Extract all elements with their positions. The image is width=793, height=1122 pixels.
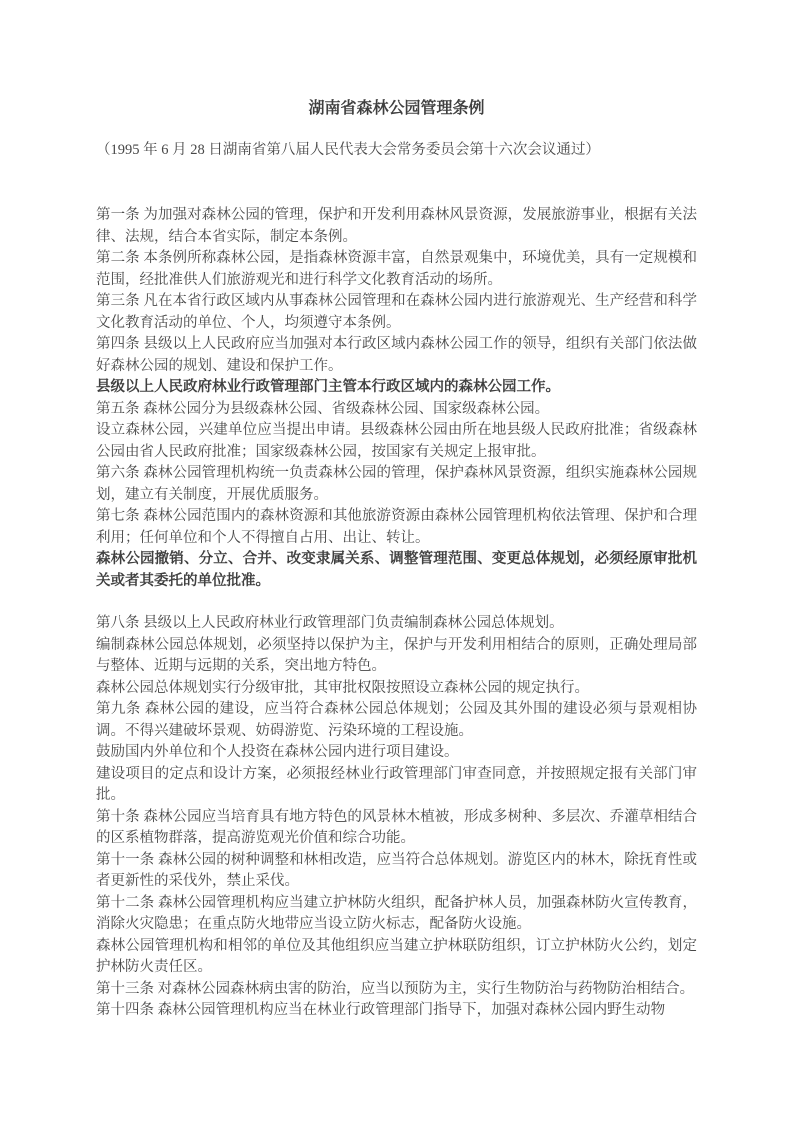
article-13: 第十三条 对森林公园森林病虫害的防治，应当以预防为主，实行生物防治与药物防治相结合。 [96,980,695,997]
article-8-clause-3: 森林公园总体规划实行分级审批，其审批权限按照设立森林公园的规定执行。 [96,679,589,696]
article-7: 第七条 森林公园范围内的森林资源和其他旅游资源由森林公园管理机构依法管理、保护和合理利用；任何单位和个人不得擅自占用、出让、转让。 [96,508,697,546]
article-9-clause-3: 建设项目的定点和设计方案，必须报经林业行政管理部门审查同意，并按照规定报有关部门审批。 [96,765,697,803]
article-4: 第四条 县级以上人民政府应当加强对本行政区域内森林公园工作的领导，组织有关部门依法做好森林公园的规划、建设和保护工作。 [96,336,697,374]
article-12-clause-2: 森林公园管理机构和相邻的单位及其他组织应当建立护林联防组织，订立护林防火公约，划定护林防火责任区。 [96,937,697,975]
paragraph-spacer [96,592,697,613]
article-4-clause-2: 县级以上人民政府林业行政管理部门主管本行政区域内的森林公园工作。 [96,379,560,395]
article-14: 第十四条 森林公园管理机构应当在林业行政管理部门指导下，加强对森林公园内野生动物 [96,1002,666,1018]
article-12: 第十二条 森林公园管理机构应当建立护林防火组织，配备护林人员，加强森林防火宣传教育，消除火灾隐患；在重点防火地带应当设立防火标志，配备防火设施。 [96,894,697,932]
article-8: 第八条 县级以上人民政府林业行政管理部门负责编制森林公园总体规划。 [96,615,564,631]
document-subtitle: （1995 年 6 月 28 日湖南省第八届人民代表大会常务委员会第十六次会议通过） [96,142,600,158]
article-6: 第六条 森林公园管理机构统一负责森林公园的管理，保护森林风景资源，组织实施森林公园规划，建立有关制度，开展优质服务。 [96,465,697,503]
article-10: 第十条 森林公园应当培育具有地方特色的风景林木植被，形成多树种、多层次、乔灌草相结合的区系植物群落，提高游览观光价值和综合功能。 [96,808,697,846]
article-9: 第九条 森林公园的建设，应当符合森林公园总体规划；公园及其外围的建设必须与景观相协调。不得兴建破坏景观、妨碍游览、污染环境的工程设施。 [96,701,697,739]
article-3: 第三条 凡在本省行政区域内从事森林公园管理和在森林公园内进行旅游观光、生产经营和科学文化教育活动的单位、个人，均须遵守本条例。 [96,293,697,331]
article-8-clause-2: 编制森林公园总体规划，必须坚持以保护为主，保护与开发利用相结合的原则，正确处理局部与整体、近期与远期的关系，突出地方特色。 [96,636,697,674]
document-title: 湖南省森林公园管理条例 [308,100,485,117]
article-7-clause-2: 森林公园撤销、分立、合并、改变隶属关系、调整管理范围、变更总体规划，必须经原审批机关或者其委托的单位批准。 [96,551,697,589]
section-gap [96,161,697,205]
article-11: 第十一条 森林公园的树种调整和林相改造，应当符合总体规划。游览区内的林木，除抚育性或者更新性的采伐外，禁止采伐。 [96,851,697,889]
document-body [96,205,697,1022]
article-5-clause-2: 设立森林公园，兴建单位应当提出申请。县级森林公园由所在地县级人民政府批准；省级森林公园由省人民政府批准；国家级森林公园，按国家有关规定上报审批。 [96,422,697,460]
article-9-clause-2: 鼓励国内外单位和个人投资在森林公园内进行项目建设。 [96,744,459,760]
article-5: 第五条 森林公园分为县级森林公园、省级森林公园、国家级森林公园。 [96,400,550,417]
article-1: 第一条 为加强对森林公园的管理，保护和开发利用森林风景资源，发展旅游事业，根据有关法律、法规，结合本省实际，制定本条例。 [96,207,697,245]
article-2: 第二条 本条例所称森林公园，是指森林资源丰富，自然景观集中，环境优美，具有一定规模和范围，经批准供人们旅游观光和进行科学文化教育活动的场所。 [96,250,697,288]
